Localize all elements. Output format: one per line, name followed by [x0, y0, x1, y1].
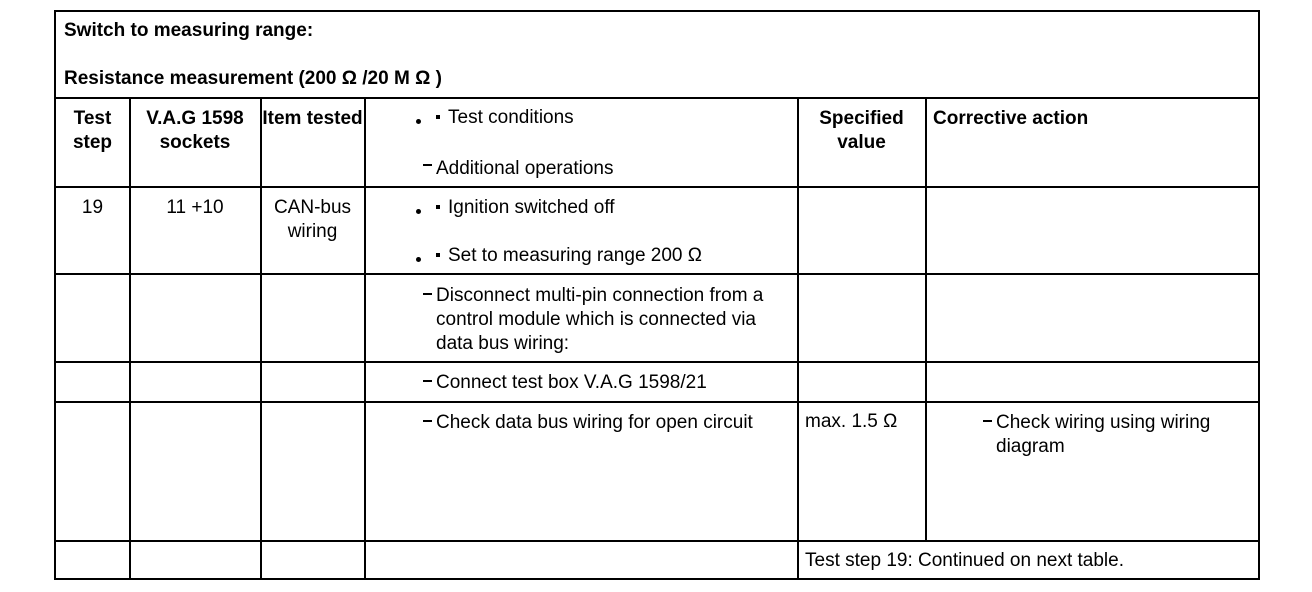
- test-table: [54, 10, 1260, 580]
- row1-condition-range: Set to measuring range 200 Ω: [436, 244, 702, 268]
- row1-sockets: 11 +10: [166, 197, 224, 218]
- col-header-corrective: Corrective action: [933, 108, 1089, 129]
- row-divider: [56, 540, 1258, 542]
- row-divider: [56, 273, 1258, 275]
- dash-icon: [423, 164, 432, 166]
- dash-icon: [423, 380, 432, 382]
- square-bullet-icon: [436, 115, 440, 119]
- square-bullet-icon: [436, 205, 440, 209]
- row4-specified-value: max. 1.5 Ω: [805, 411, 898, 432]
- square-bullet-icon: [436, 253, 440, 257]
- bullet-icon: [416, 209, 421, 214]
- bullet-icon: [416, 257, 421, 262]
- row4-corrective-action: Check wiring using wiring diagram: [996, 412, 1211, 457]
- header-divider: [56, 97, 1258, 99]
- column-divider: [925, 98, 927, 540]
- column-divider: [364, 98, 366, 578]
- col-header-test-step: Test step: [72, 108, 113, 153]
- col-header-specified: Specified value: [819, 108, 904, 153]
- row1-step: 19: [81, 197, 104, 218]
- col-header-sockets: V.A.G 1598 sockets: [146, 108, 244, 153]
- col-header-conditions: Test conditions: [436, 106, 574, 130]
- header-resistance-label: Resistance measurement (200 Ω /20 M Ω ): [64, 68, 442, 89]
- row2-operation: Disconnect multi-pin connection from a control module which is connected via data bus wiring:: [436, 285, 764, 354]
- dash-icon: [423, 420, 432, 422]
- bullet-icon: [416, 119, 421, 124]
- col-header-item-tested: Item tested: [262, 108, 363, 129]
- column-divider: [129, 98, 131, 578]
- header-range-label: Switch to measuring range:: [64, 20, 314, 41]
- column-divider: [797, 98, 799, 578]
- column-divider: [260, 98, 262, 578]
- row3-operation: Connect test box V.A.G 1598/21: [436, 372, 707, 393]
- row-divider: [56, 361, 1258, 363]
- row1-condition-ignition: Ignition switched off: [436, 196, 615, 220]
- dash-icon: [983, 420, 992, 422]
- row1-item: CAN-bus wiring: [273, 197, 352, 242]
- row4-operation: Check data bus wiring for open circuit: [436, 412, 753, 433]
- continued-note: Test step 19: Continued on next table.: [805, 550, 1124, 571]
- dash-icon: [423, 293, 432, 295]
- row-divider: [56, 401, 1258, 403]
- row-divider: [56, 186, 1258, 188]
- col-header-additional: Additional operations: [436, 158, 614, 179]
